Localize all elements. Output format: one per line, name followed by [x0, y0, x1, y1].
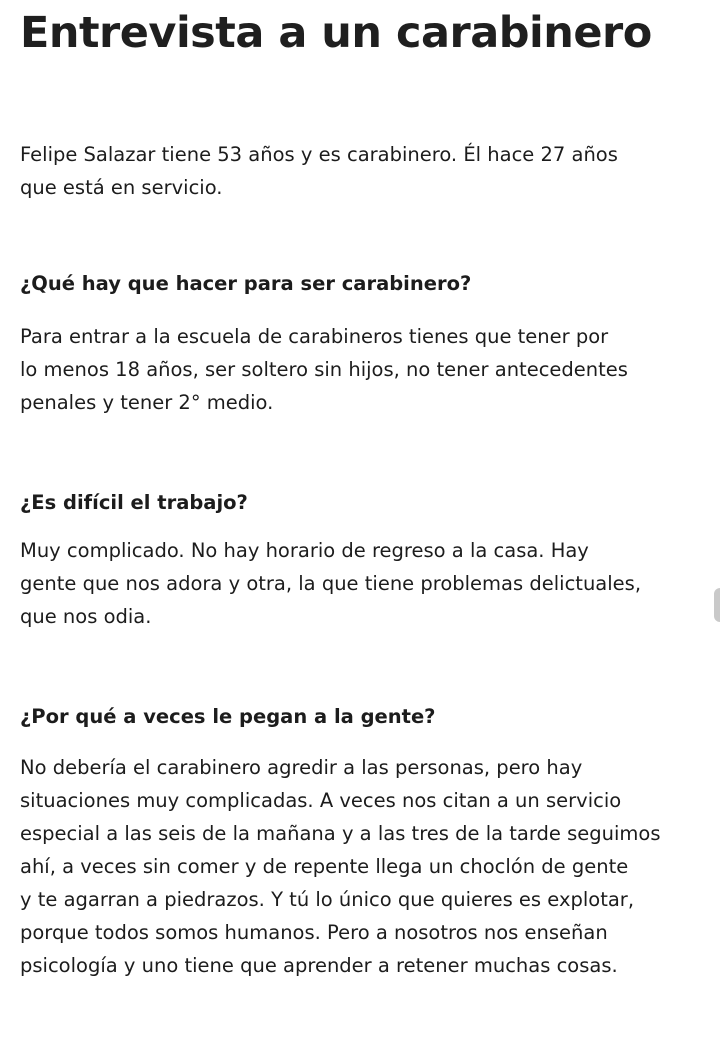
answer-line: psicología y uno tiene que aprender a retener muchas cosas. [20, 954, 618, 977]
intro-line: que está en servicio. [20, 176, 223, 199]
intro-line: Felipe Salazar tiene 53 años y es carabinero. Él hace 27 años [20, 143, 618, 166]
question-heading: ¿Es difícil el trabajo? [20, 491, 248, 514]
answer-line: y te agarran a piedrazos. Y tú lo único que quieres es explotar, [20, 888, 635, 911]
answer-paragraph [20, 534, 720, 633]
answer-line: ahí, a veces sin comer y de repente llega un choclón de gente [20, 855, 629, 878]
answer-line: especial a las seis de la mañana y a las tres de la tarde seguimos [20, 822, 661, 845]
answer-line: situaciones muy complicadas. A veces nos citan a un servicio [20, 789, 622, 812]
answer-line: Para entrar a la escuela de carabineros tienes que tener por [20, 325, 609, 348]
answer-line: Muy complicado. No hay horario de regreso a la casa. Hay [20, 539, 589, 562]
intro-paragraph [20, 138, 720, 204]
answer-paragraph [20, 751, 720, 982]
answer-line: penales y tener 2° medio. [20, 391, 274, 414]
answer-line: porque todos somos humanos. Pero a nosotros nos enseñan [20, 921, 608, 944]
answer-line: gente que nos adora y otra, la que tiene problemas delictuales, [20, 572, 642, 595]
question-heading: ¿Qué hay que hacer para ser carabinero? [20, 272, 472, 295]
answer-line: lo menos 18 años, ser soltero sin hijos, no tener antecedentes [20, 358, 628, 381]
answer-line: No debería el carabinero agredir a las personas, pero hay [20, 756, 583, 779]
page-edge-mark [714, 588, 720, 622]
question-heading: ¿Por qué a veces le pegan a la gente? [20, 705, 436, 728]
page-title: Entrevista a un carabinero [20, 8, 652, 58]
answer-line: que nos odia. [20, 605, 152, 628]
answer-paragraph [20, 320, 720, 419]
